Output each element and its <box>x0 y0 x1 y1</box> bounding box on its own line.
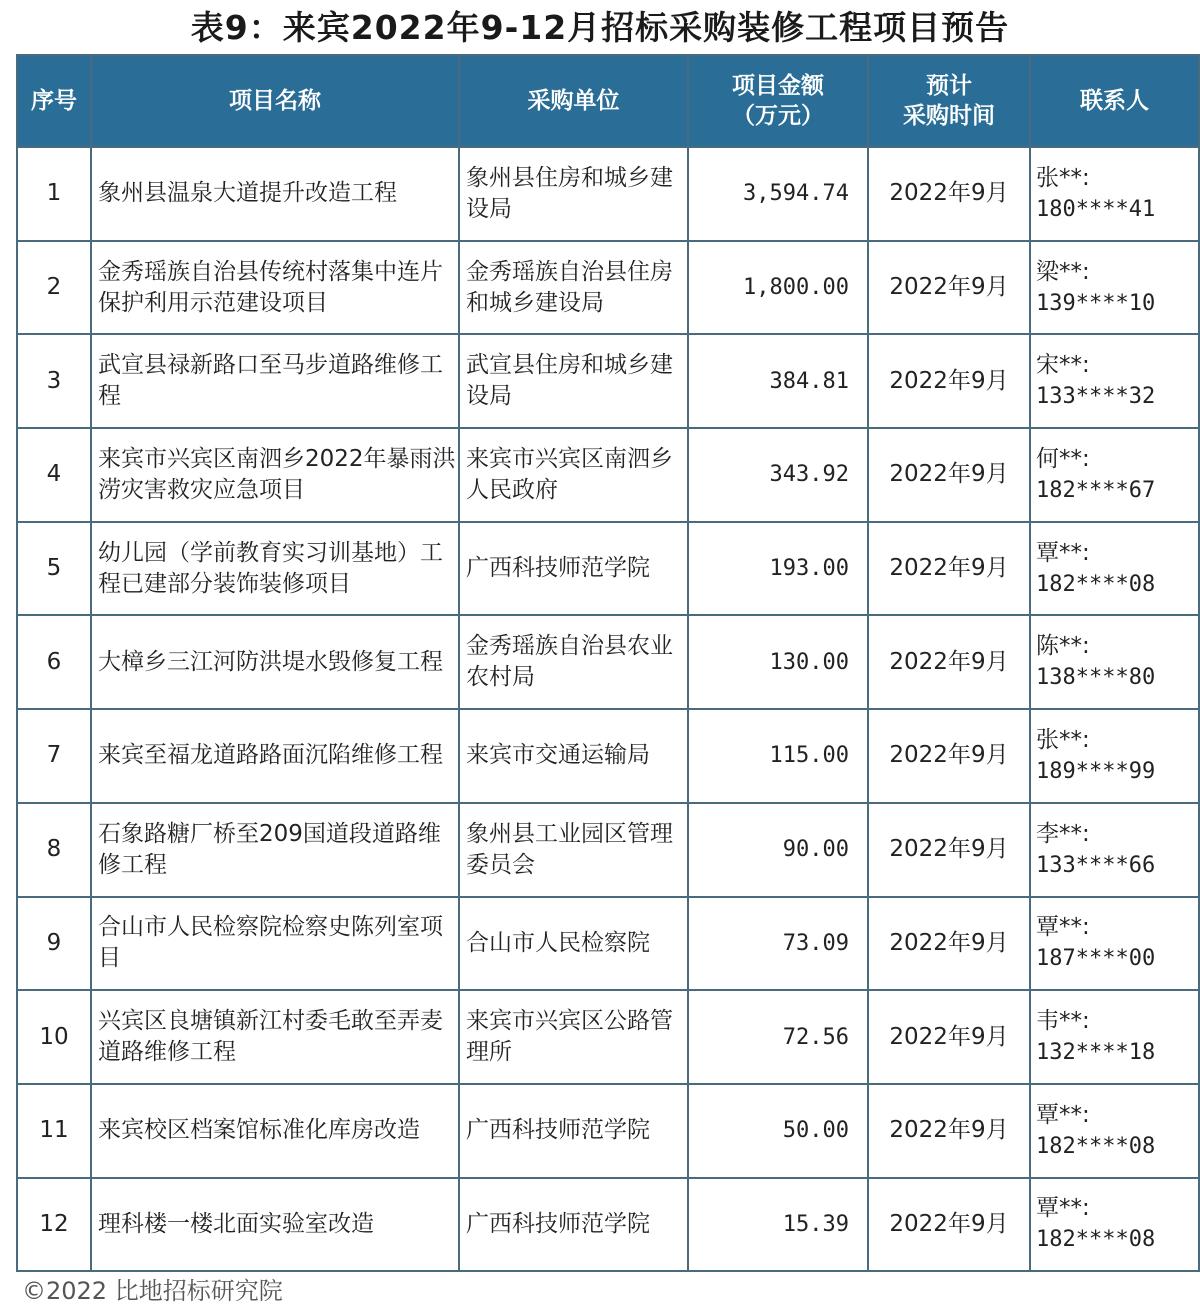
row-index: 12 <box>17 1178 91 1272</box>
procurement-unit: 来宾市交通运输局 <box>459 709 688 803</box>
copyright-footer: ©2022 比地招标研究院 <box>22 1277 283 1305</box>
header-unit: 采购单位 <box>459 55 688 147</box>
project-amount: 1,800.00 <box>688 241 868 335</box>
contact-cell <box>1030 803 1199 897</box>
contact-cell <box>1030 428 1199 522</box>
header-row <box>17 55 1199 147</box>
contact-name: 梁**: <box>1036 258 1090 285</box>
project-amount: 130.00 <box>688 615 868 709</box>
procurement-unit: 象州县工业园区管理委员会 <box>459 803 688 897</box>
project-name: 合山市人民检察院检察史陈列室项目 <box>91 897 459 991</box>
contact-cell <box>1030 615 1199 709</box>
procurement-time: 2022年9月 <box>868 1084 1030 1178</box>
table-row <box>17 522 1199 616</box>
procurement-time: 2022年9月 <box>868 241 1030 335</box>
project-name: 理科楼一楼北面实验室改造 <box>91 1178 459 1272</box>
contact-phone: 180****41 <box>1036 196 1156 222</box>
table-row <box>17 147 1199 241</box>
project-name: 来宾市兴宾区南泗乡2022年暴雨洪涝灾害救灾应急项目 <box>91 428 459 522</box>
table-row <box>17 241 1199 335</box>
procurement-time: 2022年9月 <box>868 897 1030 991</box>
procurement-unit: 广西科技师范学院 <box>459 1178 688 1272</box>
header-name: 项目名称 <box>91 55 459 147</box>
contact-phone: 139****10 <box>1036 290 1156 316</box>
header-amount-line1: 项目金额 <box>732 73 824 99</box>
procurement-unit: 金秀瑶族自治县住房和城乡建设局 <box>459 241 688 335</box>
procurement-unit: 合山市人民检察院 <box>459 897 688 991</box>
procurement-unit: 象州县住房和城乡建设局 <box>459 147 688 241</box>
contact-phone: 182****67 <box>1036 477 1156 503</box>
project-amount: 343.92 <box>688 428 868 522</box>
project-name: 幼儿园（学前教育实习训基地）工程已建部分装饰装修项目 <box>91 522 459 616</box>
contact-name: 陈**: <box>1036 633 1090 660</box>
header-amount-line2: （万元） <box>732 103 824 129</box>
contact-name: 韦**: <box>1036 1008 1090 1035</box>
table-row <box>17 897 1199 991</box>
project-name: 来宾校区档案馆标准化库房改造 <box>91 1084 459 1178</box>
contact-phone: 187****00 <box>1036 946 1156 972</box>
table-row <box>17 1084 1199 1178</box>
procurement-time: 2022年9月 <box>868 147 1030 241</box>
project-amount: 384.81 <box>688 334 868 428</box>
contact-phone: 133****66 <box>1036 852 1156 878</box>
contact-name: 覃**: <box>1036 1101 1090 1128</box>
project-amount: 90.00 <box>688 803 868 897</box>
procurement-time: 2022年9月 <box>868 334 1030 428</box>
row-index: 4 <box>17 428 91 522</box>
row-index: 8 <box>17 803 91 897</box>
project-name: 大樟乡三江河防洪堤水毁修复工程 <box>91 615 459 709</box>
table-row <box>17 709 1199 803</box>
procurement-time: 2022年9月 <box>868 615 1030 709</box>
procurement-unit: 武宣县住房和城乡建设局 <box>459 334 688 428</box>
procurement-unit: 金秀瑶族自治县农业农村局 <box>459 615 688 709</box>
row-index: 6 <box>17 615 91 709</box>
procurement-time: 2022年9月 <box>868 803 1030 897</box>
contact-cell <box>1030 709 1199 803</box>
contact-cell <box>1030 334 1199 428</box>
table-row <box>17 615 1199 709</box>
contact-phone: 138****80 <box>1036 665 1156 691</box>
row-index: 7 <box>17 709 91 803</box>
contact-name: 李**: <box>1036 820 1090 847</box>
row-index: 3 <box>17 334 91 428</box>
header-time-line2: 采购时间 <box>903 103 995 129</box>
contact-cell <box>1030 897 1199 991</box>
project-amount: 72.56 <box>688 990 868 1084</box>
contact-name: 覃**: <box>1036 914 1090 941</box>
contact-phone: 189****99 <box>1036 758 1156 784</box>
contact-cell <box>1030 241 1199 335</box>
contact-cell <box>1030 1178 1199 1272</box>
contact-name: 宋**: <box>1036 352 1090 379</box>
contact-cell <box>1030 147 1199 241</box>
procurement-time: 2022年9月 <box>868 1178 1030 1272</box>
procurement-time: 2022年9月 <box>868 709 1030 803</box>
table-row <box>17 803 1199 897</box>
project-name: 来宾至福龙道路路面沉陷维修工程 <box>91 709 459 803</box>
table-row <box>17 1178 1199 1272</box>
project-name: 象州县温泉大道提升改造工程 <box>91 147 459 241</box>
project-amount: 73.09 <box>688 897 868 991</box>
procurement-unit: 来宾市兴宾区公路管理所 <box>459 990 688 1084</box>
table-row <box>17 428 1199 522</box>
project-name: 石象路糖厂桥至209国道段道路维修工程 <box>91 803 459 897</box>
row-index: 9 <box>17 897 91 991</box>
procurement-time: 2022年9月 <box>868 990 1030 1084</box>
contact-phone: 182****08 <box>1036 1227 1156 1253</box>
contact-cell <box>1030 990 1199 1084</box>
table-row <box>17 334 1199 428</box>
procurement-time: 2022年9月 <box>868 522 1030 616</box>
project-amount: 15.39 <box>688 1178 868 1272</box>
row-index: 11 <box>17 1084 91 1178</box>
contact-cell <box>1030 1084 1199 1178</box>
contact-name: 覃**: <box>1036 1195 1090 1222</box>
project-amount: 193.00 <box>688 522 868 616</box>
contact-name: 张**: <box>1036 726 1090 753</box>
contact-name: 覃**: <box>1036 539 1090 566</box>
row-index: 10 <box>17 990 91 1084</box>
row-index: 5 <box>17 522 91 616</box>
project-name: 兴宾区良塘镇新江村委毛敢至弄麦道路维修工程 <box>91 990 459 1084</box>
header-amount <box>688 55 868 147</box>
contact-phone: 133****32 <box>1036 384 1156 410</box>
contact-phone: 182****08 <box>1036 571 1156 597</box>
procurement-time: 2022年9月 <box>868 428 1030 522</box>
header-time <box>868 55 1030 147</box>
header-index: 序号 <box>17 55 91 147</box>
contact-cell <box>1030 522 1199 616</box>
procurement-unit: 来宾市兴宾区南泗乡人民政府 <box>459 428 688 522</box>
procurement-table <box>16 54 1200 1272</box>
row-index: 2 <box>17 241 91 335</box>
project-name: 金秀瑶族自治县传统村落集中连片保护利用示范建设项目 <box>91 241 459 335</box>
project-amount: 115.00 <box>688 709 868 803</box>
table-row <box>17 990 1199 1084</box>
page-title: 表9：来宾2022年9-12月招标采购装修工程项目预告 <box>190 8 1010 47</box>
project-name: 武宣县禄新路口至马步道路维修工程 <box>91 334 459 428</box>
contact-name: 何**: <box>1036 445 1090 472</box>
contact-name: 张**: <box>1036 164 1090 191</box>
header-contact: 联系人 <box>1030 55 1199 147</box>
project-amount: 50.00 <box>688 1084 868 1178</box>
contact-phone: 132****18 <box>1036 1040 1156 1066</box>
procurement-unit: 广西科技师范学院 <box>459 1084 688 1178</box>
row-index: 1 <box>17 147 91 241</box>
contact-phone: 182****08 <box>1036 1133 1156 1159</box>
procurement-unit: 广西科技师范学院 <box>459 522 688 616</box>
header-time-line1: 预计 <box>926 73 972 99</box>
project-amount: 3,594.74 <box>688 147 868 241</box>
